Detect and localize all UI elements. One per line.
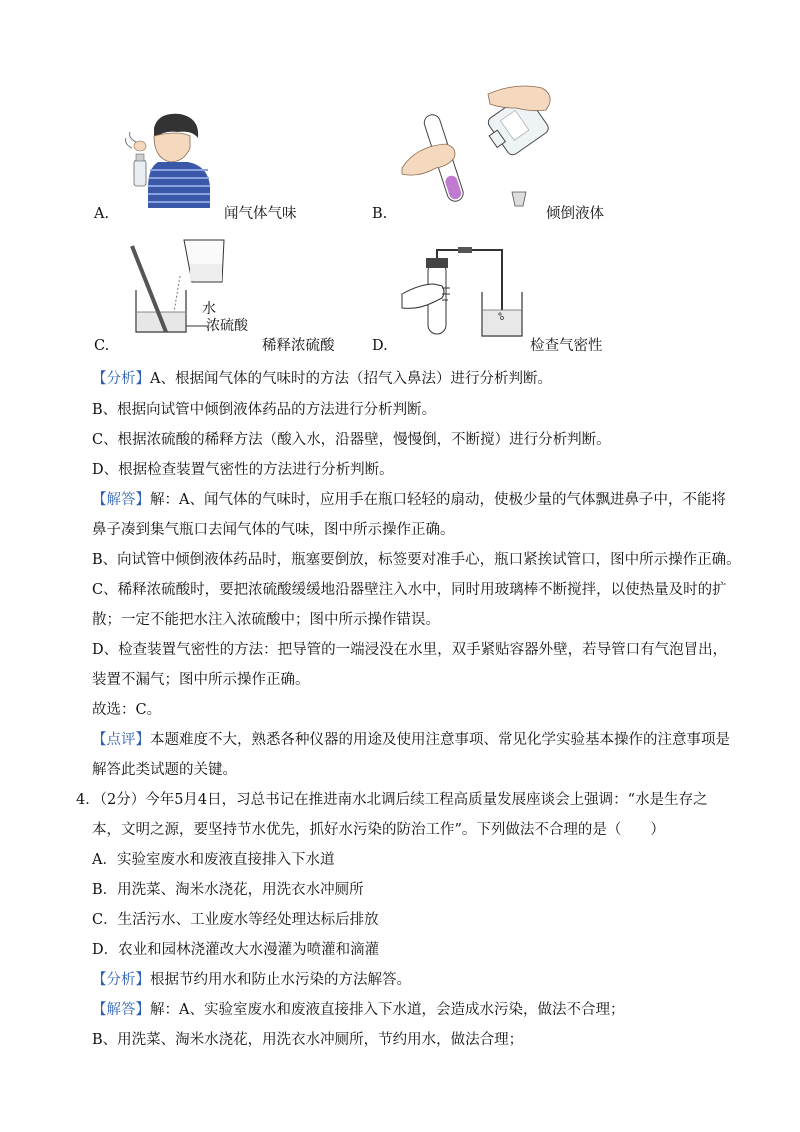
answer-line-4: C、稀释浓硫酸时，要把浓硫酸缓缓地沿器壁注入水中，同时用玻璃棒不断搅拌，以使热量及时的扩 — [92, 582, 727, 598]
answer-line-2: 鼻子凑到集气瓶口去闻气体的气味，图中所示操作正确。 — [92, 522, 455, 538]
analysis-line-2: B、根据向试管中倾倒液体药品的方法进行分析判断。 — [92, 402, 437, 418]
option-b-letter: B. — [372, 206, 388, 222]
answer-line-6: D、检查装置气密性的方法：把导管的一端浸没在水里，双手紧贴容器外壁，若导管口有气泡冒出， — [92, 642, 728, 658]
analysis-tag: 【分析】 — [92, 371, 150, 387]
q4-number: 4． — [76, 792, 100, 808]
option-c-letter: C. — [94, 338, 110, 354]
q4-analysis-text: 根据节约用水和防止水污染的方法解答。 — [150, 972, 411, 988]
q4-answer-text: 解：A、实验室废水和废液直接排入下水道，会造成水污染，做法不合理； — [150, 1002, 625, 1018]
option-d-letter: D. — [372, 338, 388, 354]
answer-text: 解：A、闻气体的气味时，应用手在瓶口轻轻的扇动，使极少量的气体飘进鼻子中，不能将 — [150, 492, 726, 508]
smelling-gas-illustration — [118, 108, 228, 216]
option-b-caption: 倾倒液体 — [546, 206, 604, 222]
q4-answer-tag: 【解答】 — [92, 1002, 150, 1018]
q4-option-d: D．农业和园林浇灌改大水漫灌为喷灌和滴灌 — [92, 942, 380, 958]
comment-line-1 — [92, 730, 730, 750]
comment-tag: 【点评】 — [92, 732, 150, 748]
water-label: 水 — [202, 301, 216, 317]
q4-option-a: A．实验室废水和废液直接排入下水道 — [92, 852, 335, 868]
q4-analysis-line — [92, 970, 411, 990]
answer-line-7: 装置不漏气；图中所示操作正确。 — [92, 672, 310, 688]
option-a-letter: A. — [94, 206, 110, 222]
answer-line-1 — [92, 490, 726, 510]
option-c-caption: 稀释浓硫酸 — [262, 338, 335, 354]
airtightness-illustration — [398, 240, 528, 340]
option-a-caption: 闻气体气味 — [224, 206, 297, 222]
q4-answer-line-2: B、用洗菜、淘米水浇花，用洗衣水冲厕所，节约用水，做法合理； — [92, 1032, 524, 1048]
q4-stem-line-2: 本，文明之源，要坚持节水优先，抓好水污染的防治工作”。下列做法不合理的是（ ） — [92, 822, 665, 838]
analysis-line-1 — [92, 369, 552, 389]
answer-line-8: 故选：C。 — [92, 702, 162, 718]
answer-line-5: 散；一定不能把水注入浓硫酸中；图中所示操作错误。 — [92, 612, 440, 628]
analysis-line-3: C、根据浓硫酸的稀释方法（酸入水，沿器壁，慢慢倒，不断搅）进行分析判断。 — [92, 432, 611, 448]
q4-option-b: B．用洗菜、淘米水浇花，用洗衣水冲厕所 — [92, 882, 364, 898]
q4-stem-text: （2分）今年5月4日，习总书记在推进南水北调后续工程高质量发展座谈会上强调：“水是生存之 — [99, 792, 708, 808]
q4-option-c: C．生活污水、工业废水等经处理达标后排放 — [92, 912, 379, 928]
q4-answer-line-1 — [92, 1000, 624, 1020]
comment-text: 本题难度不大，熟悉各种仪器的用途及使用注意事项、常见化学实验基本操作的注意事项是 — [150, 732, 730, 748]
q4-stem-line-1 — [76, 790, 708, 810]
answer-tag: 【解答】 — [92, 492, 150, 508]
analysis-line-4: D、根据检查装置气密性的方法进行分析判断。 — [92, 462, 394, 478]
pouring-liquid-illustration — [396, 82, 566, 212]
q4-analysis-tag: 【分析】 — [92, 972, 150, 988]
option-d-caption: 检查气密性 — [530, 338, 603, 354]
answer-line-3: B、向试管中倾倒液体药品时，瓶塞要倒放，标签要对准手心，瓶口紧挨试管口，图中所示操作正确。 — [92, 552, 741, 568]
analysis-text: A、根据闻气体的气味时的方法（招气入鼻法）进行分析判断。 — [150, 371, 552, 387]
comment-line-2: 解答此类试题的关键。 — [92, 762, 237, 778]
acid-label: 浓硫酸 — [206, 318, 248, 334]
